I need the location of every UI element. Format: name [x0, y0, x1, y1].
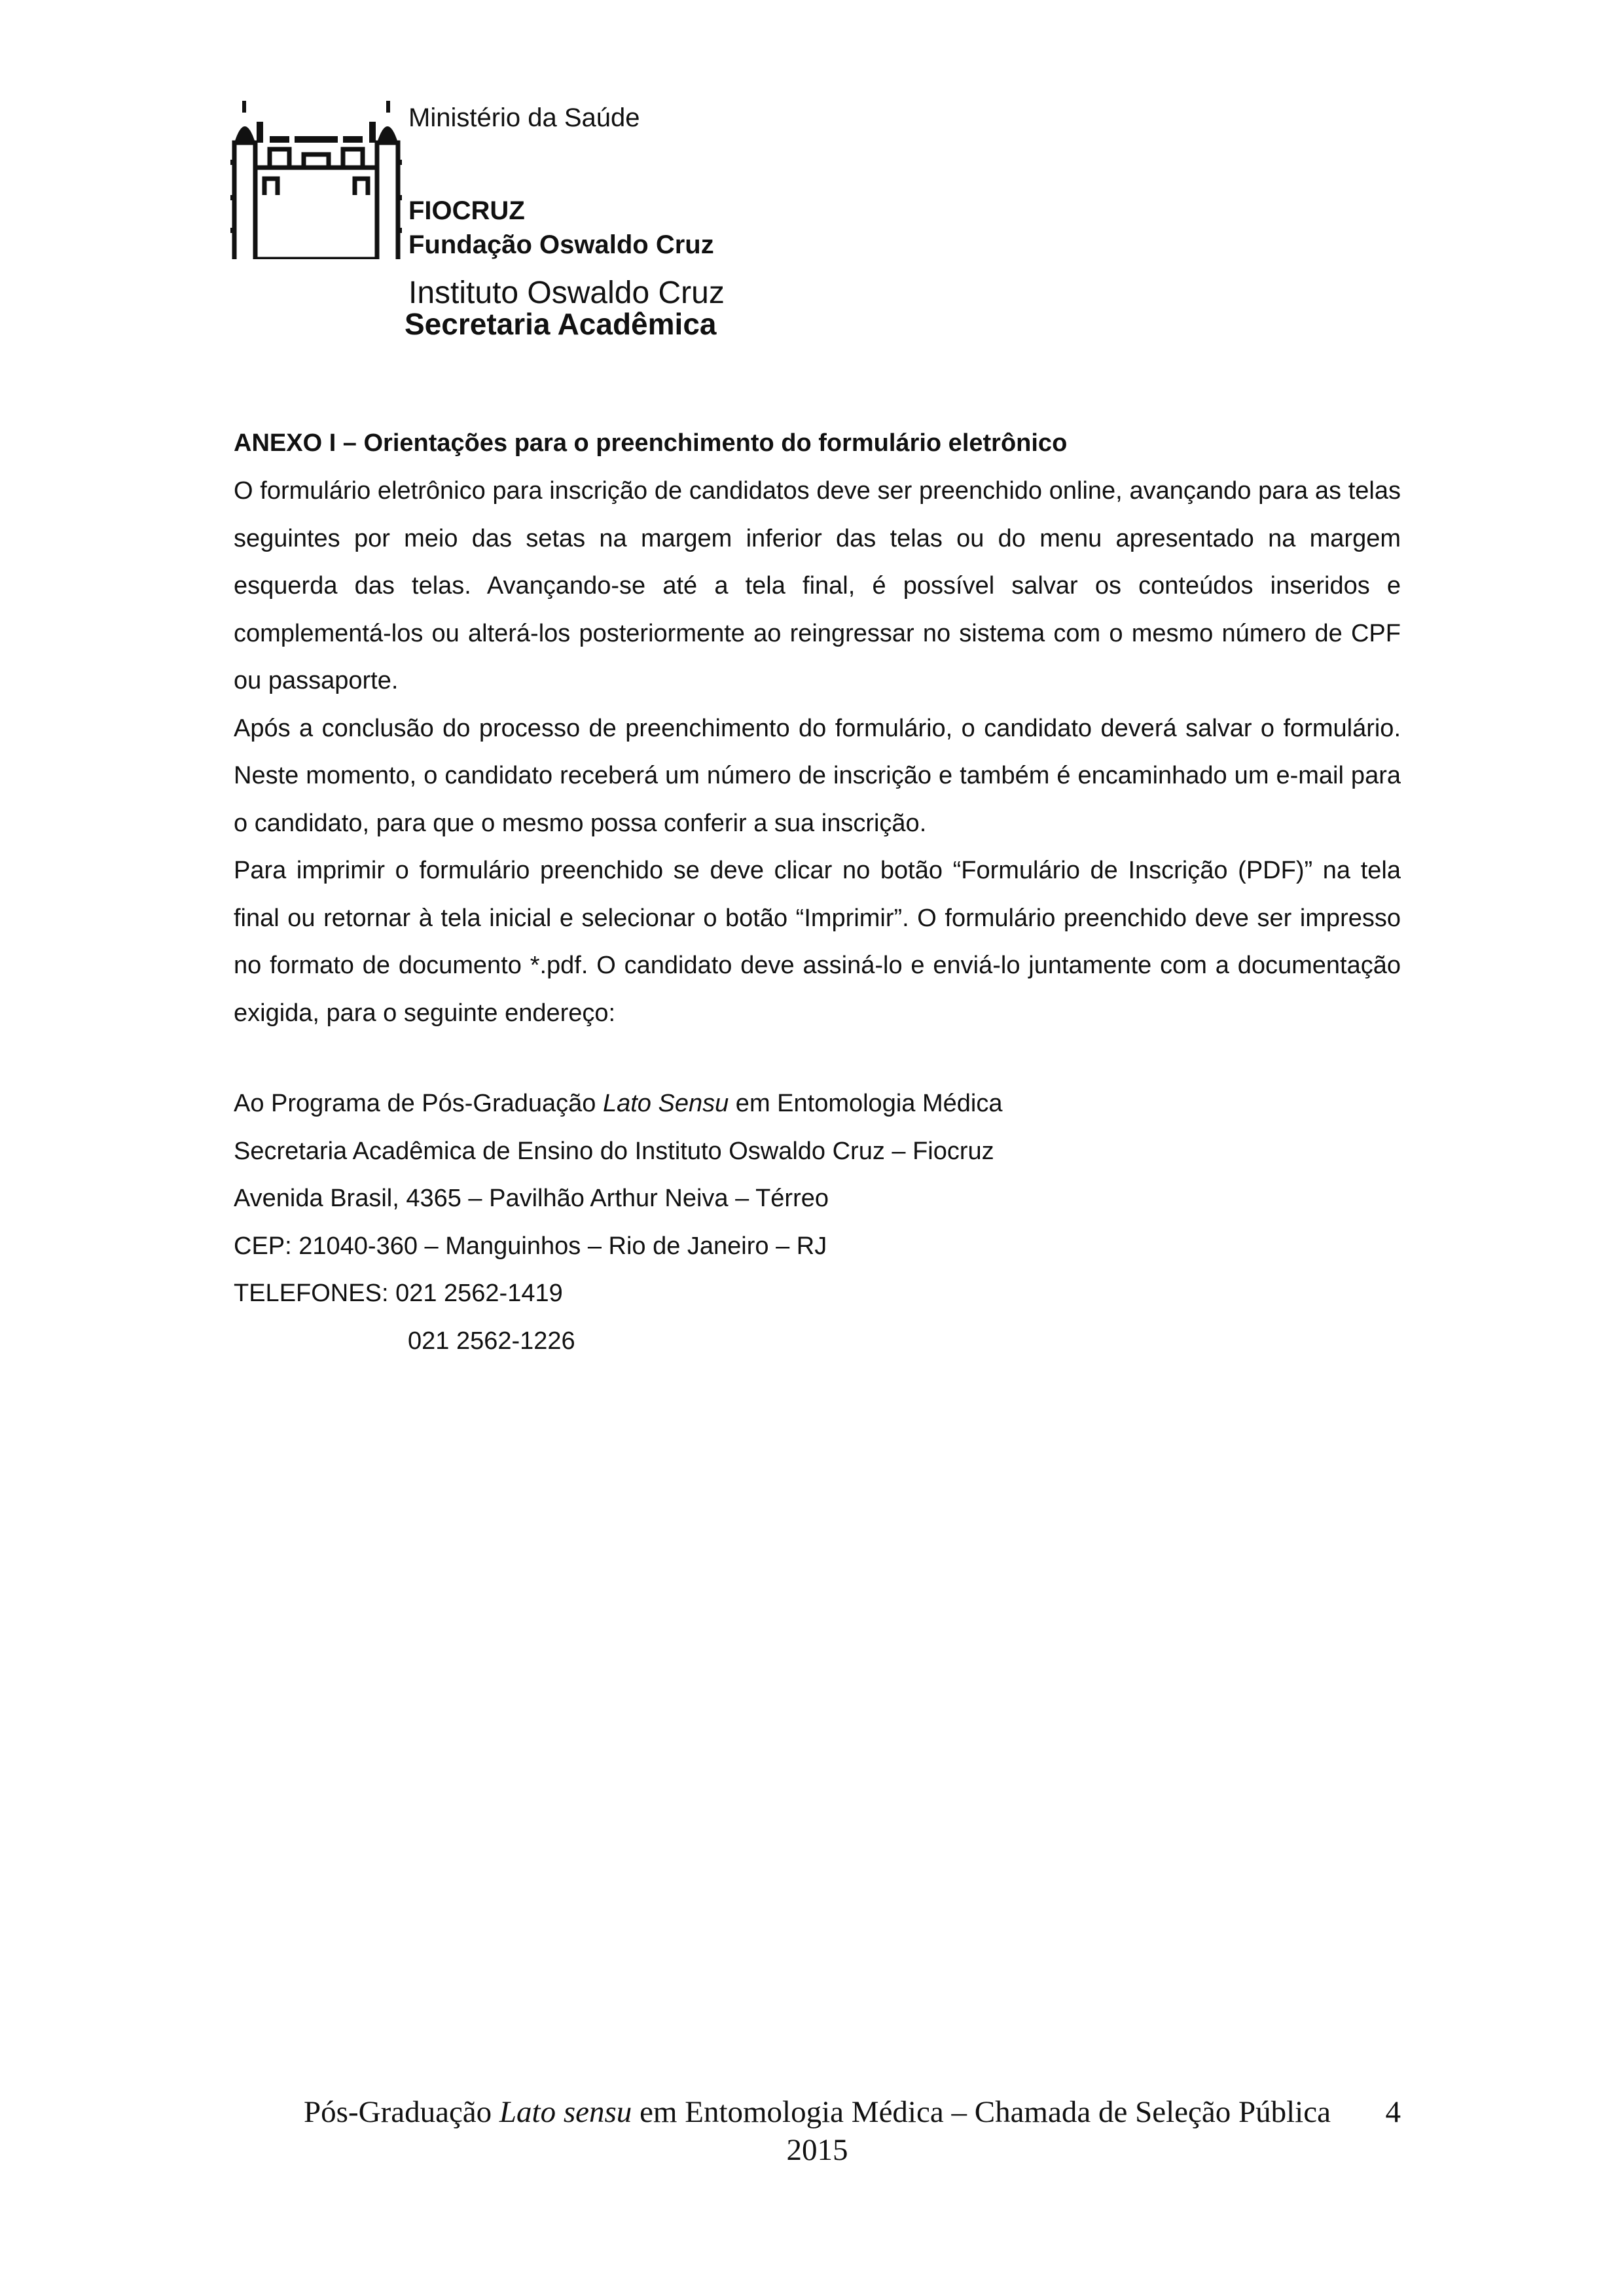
annex-section	[234, 419, 1401, 1037]
fiocruz-label: FIOCRUZ	[408, 196, 525, 225]
ministry-name: Ministério da Saúde	[408, 103, 640, 132]
phone-number-1: 021 2562-1419	[395, 1280, 563, 1307]
footer-suffix: em Entomologia Médica – Chamada de Seleção Pública	[632, 2095, 1331, 2129]
address-line-secretariat: Secretaria Acadêmica de Ensino do Instituto Oswaldo Cruz – Fiocruz	[234, 1137, 994, 1165]
phones-label: TELEFONES:	[234, 1280, 396, 1307]
page-number: 4	[1385, 2095, 1401, 2129]
paragraph-print-form: Para imprimir o formulário preenchido se deve clicar no botão “Formulário de Inscrição (PDF)” na tela final ou retornar à tela inicial e selecionar o botão “Imprimir”. O formulário preenchido deve ser impresso no formato de documento *.pdf. O candidato deve assiná-lo e enviá-lo juntamente com a documentação exigida, para o seguinte endereço:	[234, 857, 1401, 1027]
paragraph-save-form: Após a conclusão do processo de preenchimento do formulário, o candidato deverá salvar o formulário. Neste momento, o candidato receberá um número de inscrição e também é encaminhado um e-mail para o candidato, para que o mesmo possa conferir a sua inscrição.	[234, 714, 1401, 837]
mailing-address	[234, 1080, 1401, 1365]
address-line-program	[234, 1080, 1401, 1128]
address-line-cep: CEP: 21040-360 – Manguinhos – Rio de Janeiro – RJ	[234, 1232, 827, 1260]
footer-prefix: Pós-Graduação	[304, 2095, 499, 2129]
address-program-suffix: em Entomologia Médica	[729, 1090, 1003, 1117]
document-header	[230, 92, 1016, 353]
address-line-phones	[234, 1270, 1401, 1318]
section-title: ANEXO I – Orientações para o preenchimento do formulário eletrônico	[234, 429, 1068, 457]
fiocruz-castle-icon	[230, 97, 402, 259]
address-program-italic: Lato Sensu	[602, 1090, 729, 1117]
paragraph-form-instructions: O formulário eletrônico para inscrição de candidatos deve ser preenchido online, avançando para as telas seguintes por meio das setas na margem inferior das telas ou do menu apresentado na margem esquerda das telas. Avançando-se até a tela final, é possível salvar os conteúdos inseridos e complementá-los ou alterá-los posteriormente ao reingressar no sistema com o mesmo número de CPF ou passaporte.	[234, 477, 1401, 694]
page-footer	[234, 2093, 1401, 2169]
footer-year: 2015	[786, 2133, 848, 2167]
footer-title	[234, 2093, 1401, 2131]
footer-italic: Lato sensu	[499, 2095, 632, 2129]
institute-name: Instituto Oswaldo Cruz	[408, 276, 725, 310]
foundation-name: Fundação Oswaldo Cruz	[408, 230, 714, 259]
address-line-street: Avenida Brasil, 4365 – Pavilhão Arthur Neiva – Térreo	[234, 1185, 829, 1212]
address-program-prefix: Ao Programa de Pós-Graduação	[234, 1090, 603, 1117]
address-line-phone-2: 021 2562-1226	[408, 1327, 575, 1355]
secretariat-name: Secretaria Acadêmica	[405, 307, 717, 341]
